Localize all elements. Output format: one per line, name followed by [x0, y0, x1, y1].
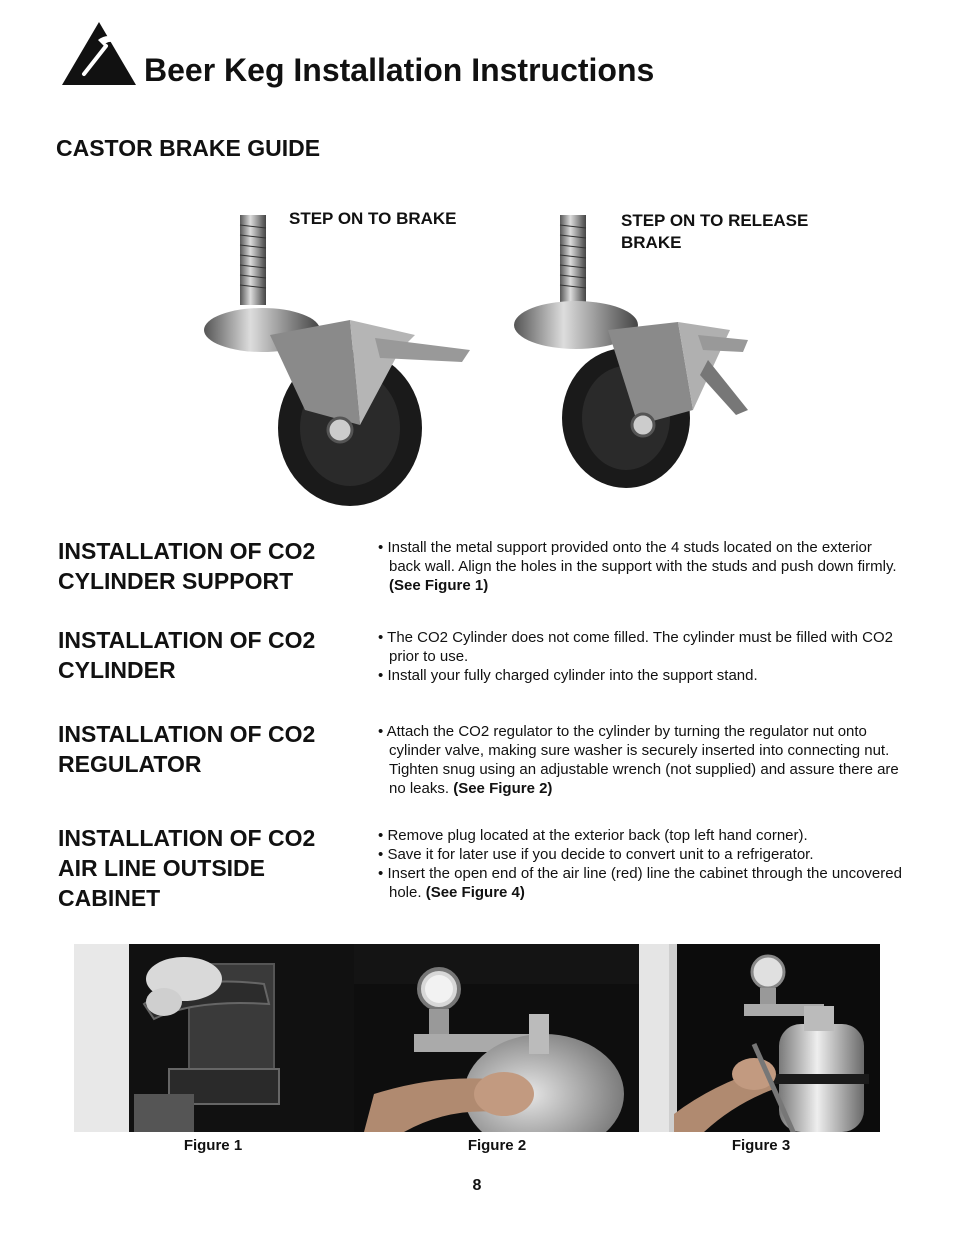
co2-cylinder-heading: INSTALLATION OF CO2 CYLINDER: [58, 627, 316, 683]
figure-2-caption: Figure 2: [467, 1137, 527, 1154]
figure-photos: [74, 944, 880, 1132]
co2-air-line-instructions: [378, 826, 903, 902]
page-number: 8: [472, 1177, 482, 1194]
caster-brake-engaged-image: [200, 210, 470, 510]
list-item: • The CO2 Cylinder does not come filled. The cylinder must be filled with CO2 prior to use.: [378, 629, 893, 665]
figure-1-photo: [74, 944, 354, 1132]
co2-support-instructions: [378, 538, 903, 595]
figure-1-caption: Figure 1: [183, 1137, 243, 1154]
release-brake-caption: STEP ON TO RELEASE BRAKE: [621, 211, 809, 252]
list-item: • Remove plug located at the exterior back (top left hand corner).: [378, 827, 808, 844]
list-item: • Save it for later use if you decide to convert unit to a refrigerator.: [378, 846, 814, 863]
list-item: • Install your fully charged cylinder into the support stand.: [378, 667, 758, 684]
castor-brake-heading: CASTOR BRAKE GUIDE: [56, 135, 321, 161]
page-title: Beer Keg Installation Instructions: [144, 52, 655, 88]
figure-2-photo: [354, 944, 639, 1132]
caster-brake-released-image: [508, 210, 778, 510]
figure-3-photo: [639, 944, 880, 1132]
co2-air-line-heading: INSTALLATION OF CO2 AIR LINE OUTSIDE CABINET: [58, 825, 316, 911]
list-item: • Insert the open end of the air line (red) line the cabinet through the uncovered hole. (See Figure 4): [378, 865, 902, 901]
co2-regulator-heading: INSTALLATION OF CO2 REGULATOR: [58, 721, 316, 777]
co2-cylinder-instructions: [378, 628, 903, 685]
list-item: • Attach the CO2 regulator to the cylinder by turning the regulator nut onto cylinder valve, making sure washer is securely inserted into connecting nut. Tighten snug using an adjustable wrench (not supplied) and assure there are no leaks. (See Figure 2): [378, 723, 899, 797]
list-item: • Install the metal support provided onto the 4 studs located on the exterior back wall. Align the holes in the support with the studs and push down firmly. (See Figure 1): [378, 539, 897, 594]
co2-regulator-instructions: [378, 722, 903, 798]
hammer-triangle-icon: [62, 22, 136, 85]
co2-support-heading: INSTALLATION OF CO2 CYLINDER SUPPORT: [58, 538, 316, 594]
figure-3-caption: Figure 3: [731, 1137, 791, 1154]
brake-caption: STEP ON TO BRAKE: [289, 209, 457, 228]
